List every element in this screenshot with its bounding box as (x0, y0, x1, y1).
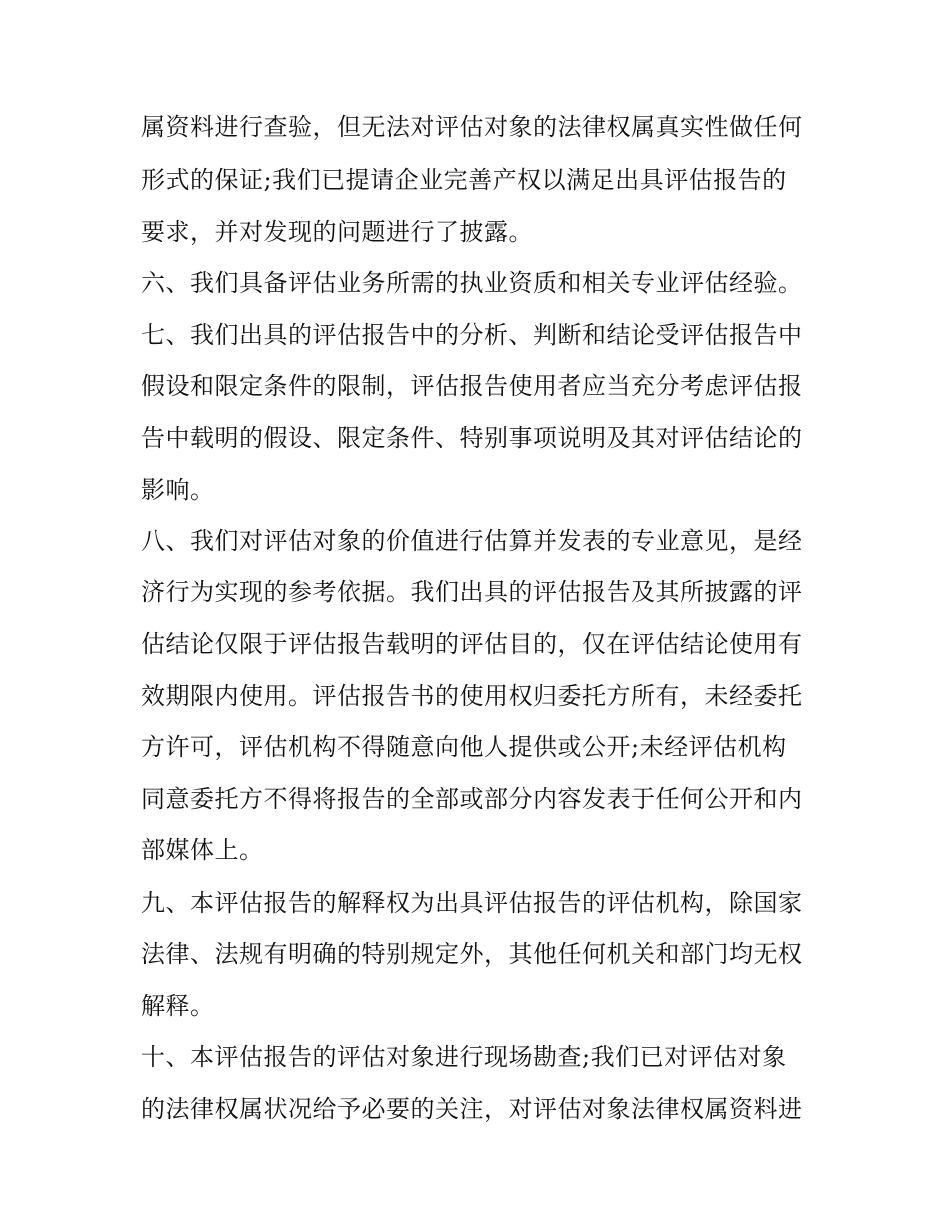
text-line: 济行为实现的参考依据。我们出具的评估报告及其所披露的评 (141, 578, 803, 606)
text-line: 影响。 (141, 476, 215, 504)
text-line: 告中载明的假设、限定条件、特别事项说明及其对评估结论的 (141, 424, 803, 452)
text-line: 十、本评估报告的评估对象进行现场勘查;我们已对评估对象 (141, 1043, 787, 1071)
text-line: 七、我们出具的评估报告中的分析、判断和结论受评估报告中 (141, 321, 803, 349)
text-line: 同意委托方不得将报告的全部或部分内容发表于任何公开和内 (141, 785, 803, 813)
text-line: 要求，并对发现的问题进行了披露。 (141, 218, 533, 246)
text-line: 估结论仅限于评估报告载明的评估目的，仅在评估结论使用有 (141, 630, 803, 658)
text-line: 法律、法规有明确的特别规定外，其他任何机关和部门均无权 (141, 940, 803, 968)
text-line: 效期限内使用。评估报告书的使用权归委托方所有，未经委托 (141, 682, 803, 710)
text-line: 属资料进行查验，但无法对评估对象的法律权属真实性做任何 (141, 113, 803, 141)
text-line: 方许可，评估机构不得随意向他人提供或公开;未经评估机构 (141, 733, 787, 761)
text-line: 假设和限定条件的限制，评估报告使用者应当充分考虑评估报 (141, 372, 803, 400)
text-line: 部媒体上。 (141, 836, 264, 864)
text-line: 的法律权属状况给予必要的关注，对评估对象法律权属资料进 (141, 1095, 803, 1123)
text-line: 解释。 (141, 992, 215, 1020)
text-line: 八、我们对评估对象的价值进行估算并发表的专业意见，是经 (141, 527, 803, 555)
text-line: 六、我们具备评估业务所需的执业资质和相关专业评估经验。 (141, 269, 803, 297)
text-line: 九、本评估报告的解释权为出具评估报告的评估机构，除国家 (141, 889, 803, 917)
text-line: 形式的保证;我们已提请企业完善产权以满足出具评估报告的 (141, 166, 787, 194)
